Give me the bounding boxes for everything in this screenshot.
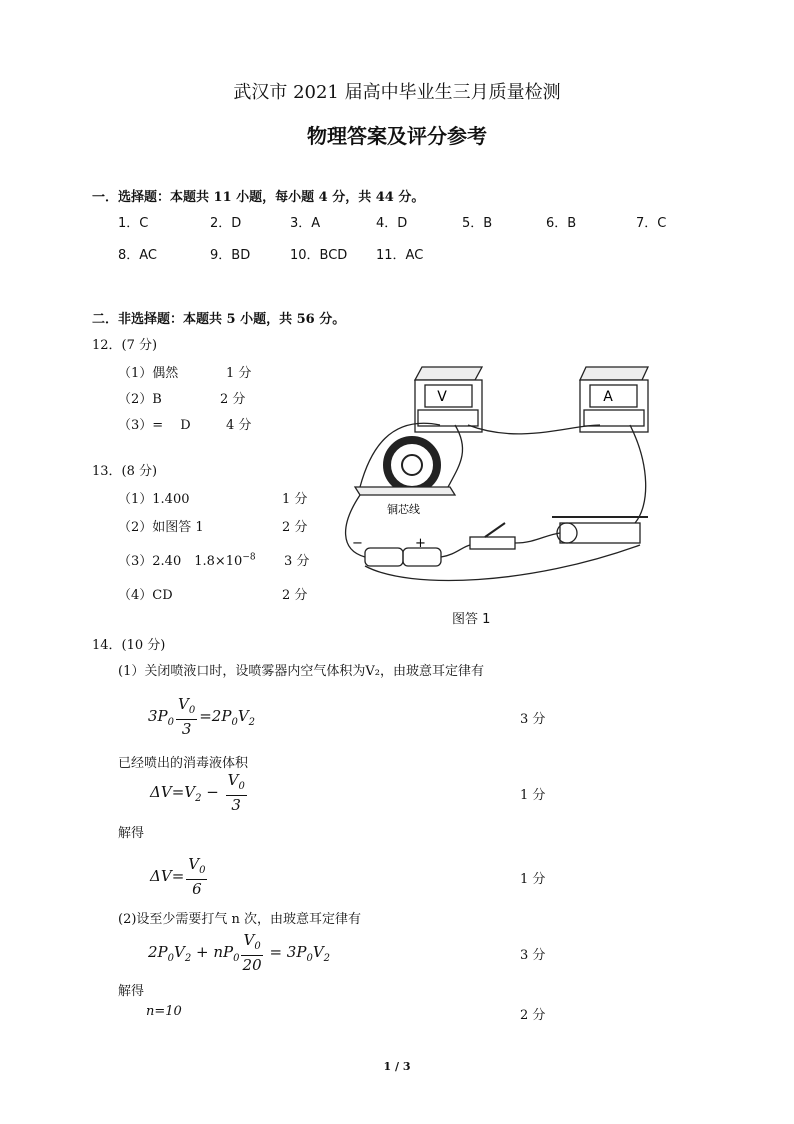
q13-part1: （1）1.400 xyxy=(118,492,190,507)
q13-part3 xyxy=(118,550,256,569)
q12-score2: 2 分 xyxy=(220,392,246,407)
q13-part4: （4）CD xyxy=(118,588,173,603)
q13-part3-text: （3）2.40 1.8×10 xyxy=(118,554,243,569)
q13-score4: 2 分 xyxy=(282,588,308,603)
wire-4 xyxy=(630,425,646,523)
q13-part2: （2）如图答 1 xyxy=(118,520,204,535)
answer-8: 8．AC xyxy=(118,248,158,263)
q13-exponent: −8 xyxy=(242,552,256,563)
wire-6 xyxy=(441,545,470,557)
ammeter-top xyxy=(580,367,648,380)
equation-4: $2P_0V_2 + nP_0$ $\frac{V_0}{20}$ = $3P_0V_2$ xyxy=(148,931,331,974)
wire-2 xyxy=(448,425,463,487)
rheostat-body xyxy=(560,523,640,543)
switch-base xyxy=(470,537,515,549)
wire-board xyxy=(355,487,455,495)
copper-coil xyxy=(387,440,437,490)
q12-part3: （3）= D xyxy=(118,418,191,433)
q12-part1: （1）偶然 xyxy=(118,366,179,381)
q13-score3: 3 分 xyxy=(284,554,310,569)
battery-minus: − xyxy=(352,536,363,551)
wire-7 xyxy=(515,533,560,543)
page-number: 1 / 3 xyxy=(383,1060,411,1073)
battery-plus: + xyxy=(415,536,426,551)
equation-2: $\Delta V=V_2$ − $\frac{V_0}{3}$ xyxy=(150,771,245,814)
switch-lever xyxy=(485,523,505,537)
answer-7: 7．C xyxy=(636,216,667,231)
section1-heading: 一．选择题：本题共 11 小题，每小题 4 分，共 44 分。 xyxy=(92,190,425,205)
circuit-diagram xyxy=(330,355,660,625)
wire-label: 铜芯线 xyxy=(387,503,420,516)
q12-score3: 4 分 xyxy=(226,418,252,433)
q14-part1-intro: (1）关闭喷液口时，设喷雾器内空气体积为V₂，由玻意耳定律有 xyxy=(118,664,484,679)
eq4-score: 3 分 xyxy=(520,948,546,963)
q14-label: 14．(10 分) xyxy=(92,638,166,653)
answer-2: 2．D xyxy=(210,216,242,231)
result-score: 2 分 xyxy=(520,1008,546,1023)
answer-3: 3．A xyxy=(290,216,321,231)
eq3-score: 1 分 xyxy=(520,872,546,887)
eq2-score: 1 分 xyxy=(520,788,546,803)
voltmeter-symbol: V xyxy=(437,389,447,405)
voltmeter-top xyxy=(415,367,482,380)
battery-cell-1 xyxy=(365,548,403,566)
answer-4: 4．D xyxy=(376,216,408,231)
answer-9: 9．BD xyxy=(210,248,251,263)
solve-label-2: 解得 xyxy=(118,984,145,999)
figure-caption: 图答 1 xyxy=(452,612,491,627)
section2-heading: 二．非选择题：本题共 5 小题，共 56 分。 xyxy=(92,312,346,327)
equation-1: $3P_0$ $\frac{V_0}{3}$ $=2P_0V_2$ xyxy=(148,695,256,738)
exam-title: 武汉市 2021 届高中毕业生三月质量检测 xyxy=(233,82,561,103)
q12-label: 12．(7 分) xyxy=(92,338,158,353)
answer-6: 6．B xyxy=(546,216,577,231)
q12-part2: （2）B xyxy=(118,392,162,407)
ammeter-symbol: A xyxy=(603,389,613,405)
answer-key-title: 物理答案及评分参考 xyxy=(307,124,487,148)
q13-score1: 1 分 xyxy=(282,492,308,507)
eq1-score: 3 分 xyxy=(520,712,546,727)
wire-8 xyxy=(365,545,640,580)
wire-1 xyxy=(360,423,440,487)
answer-10: 10．BCD xyxy=(290,248,348,263)
answer-11: 11．AC xyxy=(376,248,424,263)
equation-3: ΔV= $\frac{V_0}{6}$ xyxy=(150,855,206,898)
q13-label: 13．(8 分) xyxy=(92,464,158,479)
answer-5: 5．B xyxy=(462,216,493,231)
result-n: n=10 xyxy=(146,1004,182,1019)
answer-1: 1．C xyxy=(118,216,149,231)
sprayed-volume-text: 已经喷出的消毒液体积 xyxy=(118,756,249,771)
q14-part2-intro: (2)设至少需要打气 n 次，由玻意耳定律有 xyxy=(118,912,362,927)
q12-score1: 1 分 xyxy=(226,366,252,381)
q13-score2: 2 分 xyxy=(282,520,308,535)
solve-label-1: 解得 xyxy=(118,826,145,841)
